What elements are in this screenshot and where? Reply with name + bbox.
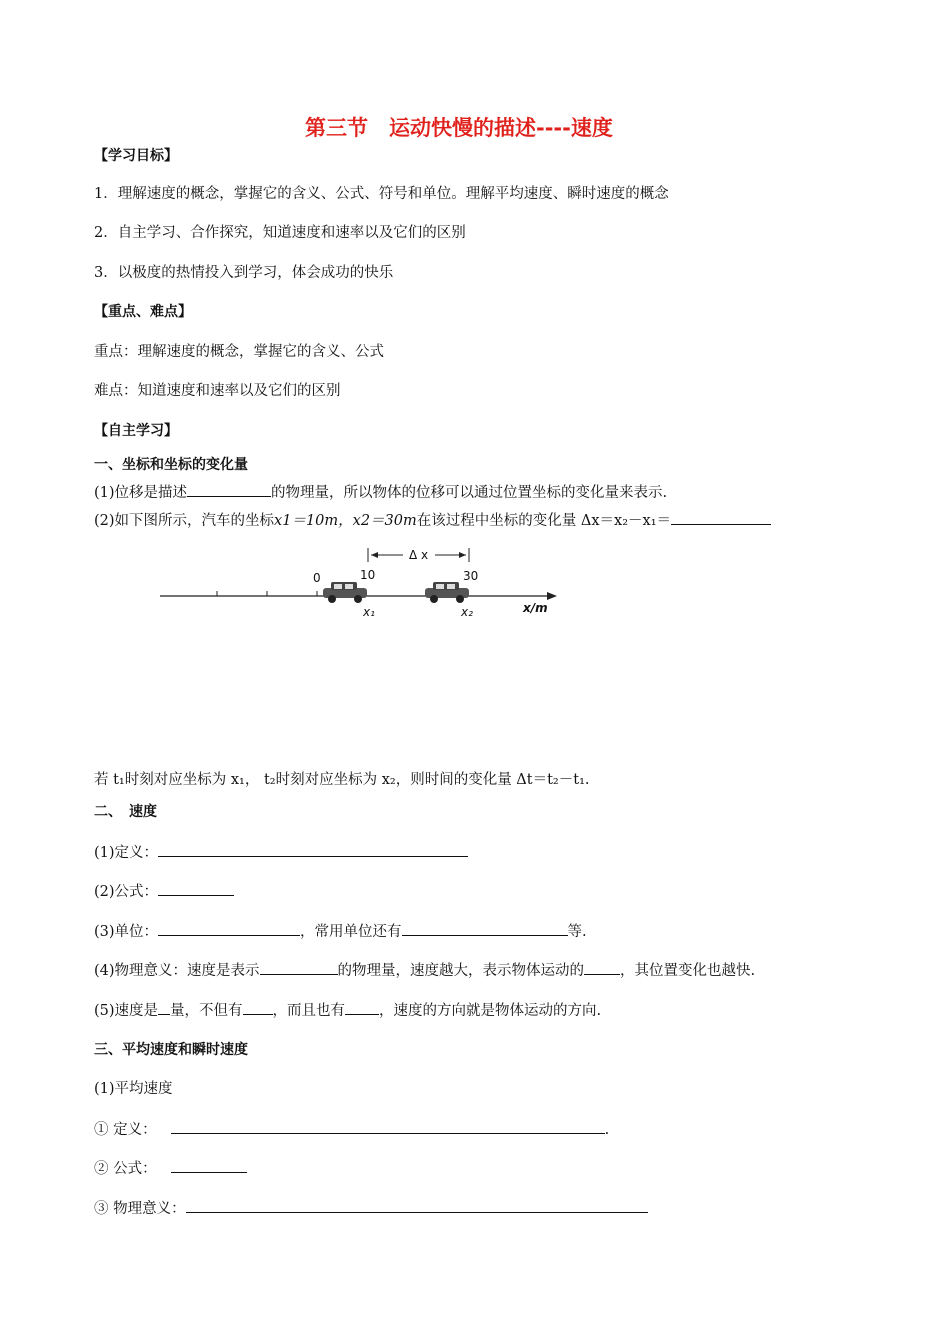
avg-def-blank[interactable] — [171, 1119, 605, 1134]
page-title: 第三节 运动快慢的描述----速度 — [305, 116, 613, 140]
vector-text-c: ，而且也有 — [272, 1003, 346, 1019]
tick-label-10: 10 — [360, 568, 376, 582]
car-1-icon — [323, 582, 367, 603]
delta-arrow-left-icon — [371, 552, 378, 558]
objective-item-2: 2．自主学习、合作探究，知道速度和速率以及它们的区别 — [94, 225, 466, 241]
avg-def-label: ① 定义： — [94, 1122, 157, 1138]
delta-x-label: Δ x — [409, 548, 429, 562]
coordinate-axis-figure — [155, 540, 565, 622]
formula-label: (2)公式： — [94, 884, 159, 900]
tick-label-30: 30 — [463, 569, 479, 583]
x2-label: x₂ — [461, 605, 473, 619]
meaning-blank-1[interactable] — [260, 960, 338, 975]
velocity-unit — [94, 921, 587, 942]
definition-label: (1)定义： — [94, 845, 159, 861]
car-2-icon — [425, 582, 469, 603]
meaning-text-b: 的物理量，速度越大，表示物体运动的 — [337, 963, 585, 979]
avg-def-end: . — [604, 1122, 610, 1138]
unit-text-b: ，常用单位还有 — [300, 924, 402, 940]
q1-text-b: 的物理量，所以物体的位移可以通过位置坐标的变化量来表示. — [271, 485, 668, 501]
meaning-text-c: ，其位置变化也越快. — [620, 963, 756, 979]
velocity-definition — [94, 842, 468, 863]
q2-answer-blank[interactable] — [671, 510, 771, 525]
time-change-note: 若 t₁时刻对应坐标为 x₁， t₂时刻对应坐标为 x₂，则时间的变化量 Δt＝t₂－t₁. — [94, 772, 590, 788]
q2-x2: x2＝30m — [352, 513, 417, 529]
velocity-meaning — [94, 960, 755, 981]
axis-unit-label: x/m — [523, 601, 548, 615]
q2-text-a: (2)如下图所示，汽车的坐标 — [94, 513, 275, 529]
avg-meaning-blank[interactable] — [186, 1198, 648, 1213]
vector-blank-2[interactable] — [243, 1000, 273, 1015]
objectives-heading: 【学习目标】 — [94, 148, 178, 164]
q1-text-a: (1)位移是描述 — [94, 485, 188, 501]
average-velocity-meaning — [94, 1198, 648, 1219]
vector-text-b: 量，不但有 — [170, 1003, 243, 1019]
key-point-difficulty: 难点：知道速度和速率以及它们的区别 — [94, 383, 341, 399]
meaning-text-a: (4)物理意义：速度是表示 — [94, 963, 260, 979]
velocity-formula — [94, 881, 234, 902]
velocity-vector — [94, 1000, 601, 1021]
objective-item-3: 3．以极度的热情投入到学习，体会成功的快乐 — [94, 265, 394, 281]
unit-blank[interactable] — [158, 921, 300, 936]
x1-label: x₁ — [363, 605, 375, 619]
section1-heading: 一、坐标和坐标的变化量 — [94, 457, 248, 473]
q1-answer-blank[interactable] — [187, 482, 271, 497]
definition-blank[interactable] — [158, 842, 468, 857]
vector-blank-1[interactable] — [158, 1000, 170, 1015]
unit-text-c: 等. — [567, 924, 587, 940]
q2-x1: x1＝10m， — [274, 513, 353, 529]
other-units-blank[interactable] — [402, 921, 568, 936]
vector-blank-3[interactable] — [345, 1000, 379, 1015]
objective-item-1: 1．理解速度的概念，掌握它的含义、公式、符号和单位。理解平均速度、瞬时速度的概念 — [94, 186, 669, 202]
key-points-heading: 【重点、难点】 — [94, 304, 192, 320]
formula-blank[interactable] — [158, 881, 234, 896]
vector-text-a: (5)速度是 — [94, 1003, 159, 1019]
unit-label: (3)单位： — [94, 924, 159, 940]
avg-formula-blank[interactable] — [171, 1158, 247, 1173]
section1-question-2 — [94, 510, 771, 531]
q2-expression: Δx＝x₂－x₁＝ — [580, 513, 672, 529]
section2-heading: 二、 速度 — [94, 804, 157, 820]
key-point-focus: 重点：理解速度的概念，掌握它的含义、公式 — [94, 344, 384, 360]
q2-text-b: 在该过程中坐标的变化量 — [416, 513, 577, 529]
average-velocity-definition — [94, 1119, 609, 1140]
meaning-blank-2[interactable] — [584, 960, 620, 975]
section3-heading: 三、平均速度和瞬时速度 — [94, 1042, 248, 1058]
average-velocity-formula — [94, 1158, 247, 1179]
tick-label-0: 0 — [313, 571, 321, 585]
delta-arrow-right-icon — [459, 552, 466, 558]
section1-question-1 — [94, 482, 667, 503]
vector-text-d: ，速度的方向就是物体运动的方向. — [379, 1003, 602, 1019]
average-velocity-heading: (1)平均速度 — [94, 1081, 173, 1097]
avg-formula-label: ② 公式： — [94, 1161, 157, 1177]
avg-meaning-label: ③ 物理意义： — [94, 1201, 186, 1217]
self-study-heading: 【自主学习】 — [94, 423, 178, 439]
axis-arrow-icon — [547, 592, 557, 600]
